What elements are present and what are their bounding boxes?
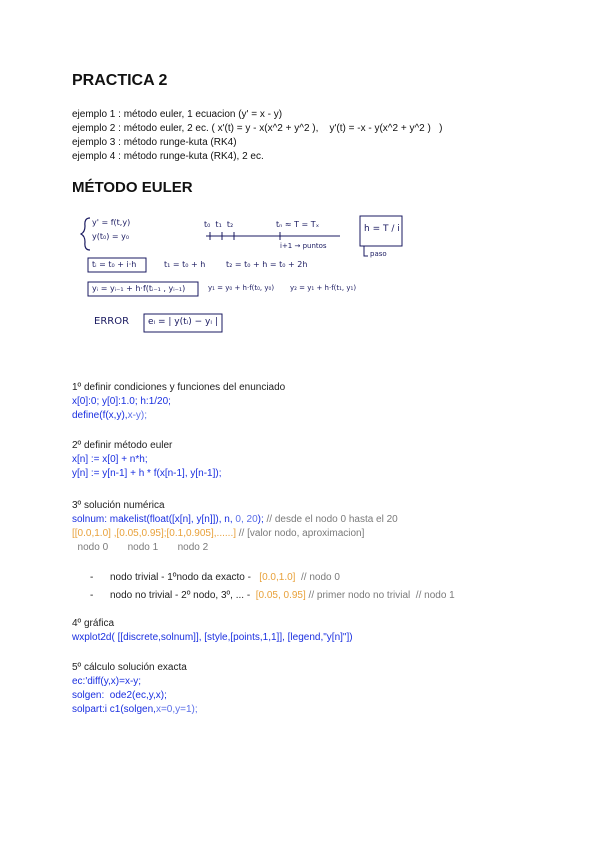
examples-list <box>72 108 442 164</box>
bullet-1-text: nodo trivial - 1ºnodo da exacto - <box>110 572 260 583</box>
bullet-2-text: nodo no trivial - 2º nodo, 3º, ... - <box>110 590 256 601</box>
step-5-code-1: ec:'diff(y,x)=x-y; <box>72 676 142 687</box>
step-1-code-2b: x-y); <box>127 410 148 421</box>
step-3-code-a: solnum: makelist(float([x[n], y[n]]), n, <box>72 514 236 525</box>
error-label: ERROR <box>94 316 130 327</box>
step-3-nodes: nodo 0 nodo 1 nodo 2 <box>72 542 209 553</box>
ti-formula: tᵢ = t₀ + i·h <box>92 260 137 269</box>
step-3-code-c: ); <box>257 514 267 525</box>
section-title: MÉTODO EULER <box>72 179 193 196</box>
bullet-2-comment: // primer nodo no trivial // nodo 1 <box>305 590 455 601</box>
axis-end-label: tₙ ≈ T = Tₓ <box>276 220 320 229</box>
step-3-bullets <box>90 571 455 603</box>
step-5-code-3a: solpart:i c1(solgen, <box>72 704 156 715</box>
step-3 <box>72 499 398 555</box>
paso-label: paso <box>370 250 387 258</box>
axis-start-labels: t₀ t₁ t₂ <box>204 220 234 229</box>
step-3-list: [[0.0,1.0] ,[0.05,0.95];[0.1,0.905],......] <box>72 528 236 539</box>
t1-formula: t₁ = t₀ + h <box>164 260 206 269</box>
example-4: ejemplo 4 : método runge-kuta (RK4), 2 ec. <box>72 151 264 162</box>
step-3-comment: // desde el nodo 0 hasta el 20 <box>266 514 398 525</box>
error-formula: eᵢ = | y(tᵢ) − yᵢ | <box>148 317 218 327</box>
step-2 <box>72 439 222 481</box>
step-4 <box>72 617 353 645</box>
example-2: ejemplo 2 : método euler, 2 ec. ( x'(t) = y - x(x^2 + y^2 ), y'(t) = -x - y(x^2 + y^2 ) ) <box>72 123 443 134</box>
bullet-1-value: [0.0,1.0] <box>259 572 296 583</box>
step-1-heading: 1º definir condiciones y funciones del enunciado <box>72 382 286 393</box>
step-2-code-1: x[n] := x[0] + n*h; <box>72 454 148 465</box>
step-5 <box>72 661 198 717</box>
y2-formula: y₂ = y₁ + h·f(t₁, y₁) <box>290 284 357 292</box>
initial-condition: y(t₀) = y₀ <box>92 232 130 241</box>
step-3-heading: 3º solución numérica <box>72 500 165 511</box>
step-3-code-b: 0, 20 <box>235 514 258 525</box>
bullet-mark-1: - <box>90 572 94 583</box>
ode-equation: y' = f(t,y) <box>92 218 131 227</box>
step-4-heading: 4º gráfica <box>72 618 115 629</box>
page-title: PRACTICA 2 <box>72 72 168 89</box>
example-1: ejemplo 1 : método euler, 1 ecuacion (y' = x - y) <box>72 109 283 120</box>
step-1 <box>72 381 285 423</box>
step-1-code-1: x[0]:0; y[0]:1.0; h:1/20; <box>72 396 171 407</box>
t2-formula: t₂ = t₀ + h = t₀ + 2h <box>226 260 308 269</box>
step-1-code-2a: define(f(x,y), <box>72 410 128 421</box>
h-formula: h = T / i <box>364 224 400 234</box>
bullet-1-comment: // nodo 0 <box>295 572 340 583</box>
bullet-2-value: [0.05, 0.95] <box>255 590 306 601</box>
yi-formula: yᵢ = yᵢ₋₁ + h·f(tᵢ₋₁ , yᵢ₋₁) <box>92 284 186 293</box>
step-5-code-3b: x=0,y=1); <box>155 704 198 715</box>
euler-sketch <box>80 210 540 340</box>
step-4-code: wxplot2d( [[discrete,solnum]], [style,[points,1,1]], [legend,"y[n]"]) <box>72 632 353 643</box>
step-5-heading: 5º cálculo solución exacta <box>72 662 187 673</box>
bullet-mark-2: - <box>90 590 94 601</box>
step-2-code-2: y[n] := y[n-1] + h * f(x[n-1], y[n-1]); <box>72 468 222 479</box>
step-5-code-2: solgen: ode2(ec,y,x); <box>72 690 167 701</box>
step-3-list-comment: // [valor nodo, aproximacion] <box>236 528 365 539</box>
nodes-label: i+1 → puntos <box>280 242 327 250</box>
example-3: ejemplo 3 : método runge-kuta (RK4) <box>72 137 237 148</box>
y1-formula: y₁ = y₀ + h·f(t₀, y₀) <box>208 284 275 292</box>
step-2-heading: 2º definir método euler <box>72 440 173 451</box>
